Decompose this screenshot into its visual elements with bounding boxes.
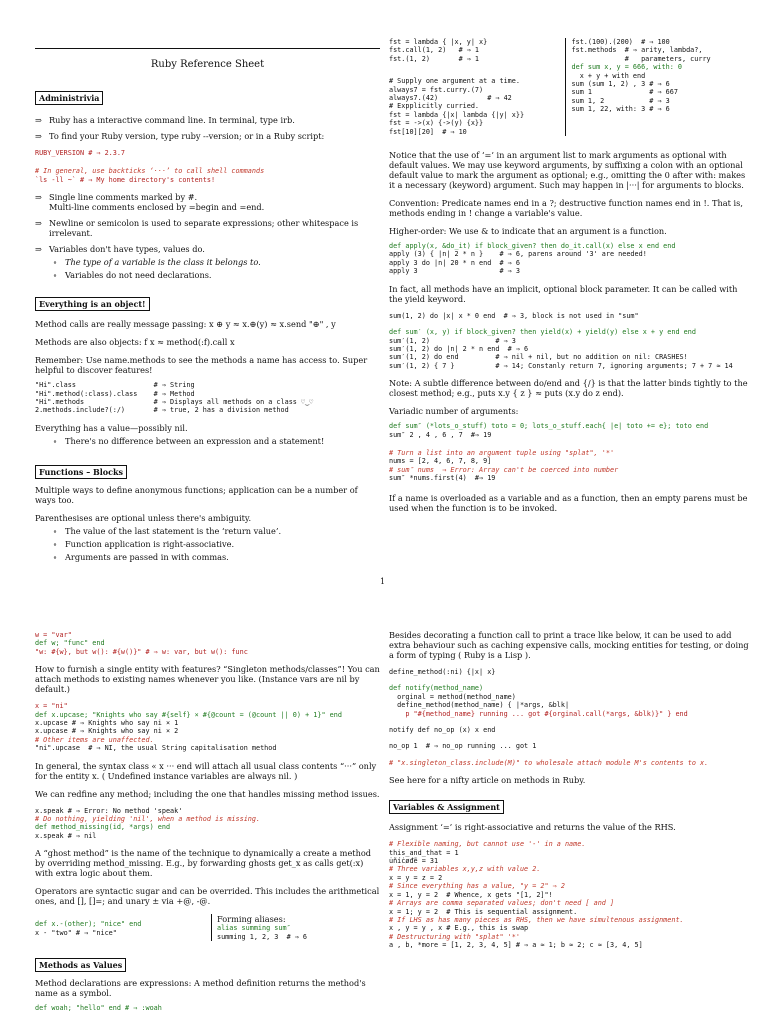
code-singleton-block — [35, 702, 380, 752]
code-line: x - "two" # ⇒ "nice" — [35, 928, 117, 937]
code-line: sum″ 2 , 4 , 6 , 7 #⇒ 19 — [389, 430, 492, 439]
text-singleton: How to furnish a single entity with features? “Singleton methods/classes”! You can attach methods to existing names whenever you like. (Instance vars are nil by default.) — [35, 664, 380, 695]
code-line: "ni".upcase # ⇒ NI, the usual String capitalisation method — [35, 744, 277, 753]
code-line: u̇ñíċøđẽ = 31 — [389, 857, 439, 866]
text-redefine: We can redfine any method; including the one that handles missing method issues. — [35, 788, 380, 799]
code-line: w = "var" — [35, 631, 72, 639]
alias-box — [211, 914, 307, 941]
alias-heading: Forming aliases: — [217, 914, 286, 925]
code-line: apply (3) { |n| 2 * n } # ⇒ 6, parens around '3' are needed! — [389, 250, 647, 259]
text-decorating — [389, 630, 751, 660]
code-line: p "#{method_name} running ... got #{orginal.call(*args, &blk)}" } end — [389, 709, 688, 718]
code-line: def notify(method_name) — [389, 684, 484, 693]
page-number: 1 — [380, 577, 386, 586]
code-line: # Turn a list into an argument tuple using "splat", '*' — [389, 448, 615, 457]
code-line: # Arrays are comma separated values; don't need [ and ] — [389, 899, 615, 908]
code-line: x.upcase # ⇒ Knights who say ni × 1 — [35, 719, 179, 728]
code-line: x.speak # ⇒ nil — [35, 831, 97, 840]
code-line: x + y + with end — [571, 71, 646, 80]
code-lambda-block — [389, 38, 557, 136]
code-splat-block — [389, 449, 751, 483]
code-method-missing-block — [35, 807, 380, 841]
text-multiline-comments: Multi-line comments enclosed by =begin and =end. — [49, 202, 265, 213]
code-line: sum′(1, 2) do |n| 2 * n end # ⇒ 6 — [389, 344, 529, 353]
bullet-types: ⇒ Variables don't have types, values do. — [35, 244, 380, 254]
sub-return-value: ∘ The value of the last statement is the ‘return value’. — [35, 526, 380, 536]
code-line: 2.methods.include?(:/) # ⇒ true, 2 has a division method — [35, 406, 289, 415]
bullet-version: ⇒ To find your Ruby version, type ruby --version; or in a Ruby script: — [35, 131, 380, 141]
page-2-right-column — [389, 630, 751, 950]
code-comment-backticks: # In general, use backticks ‘···’ to call shell commands — [35, 167, 265, 176]
page-2-left-column — [35, 631, 380, 1013]
code-line: fst = lambda { |x, y| x} — [389, 38, 488, 46]
code-line: apply 3 do |n| 20 * n end # ⇒ 6 — [389, 258, 520, 267]
code-line: def apply(x, &do_it) if block_given? then do_it.call(x) else x end end — [389, 242, 676, 251]
page-1-right-column — [389, 38, 751, 513]
code-line: # If LHS as has many pieces as RHS, then we have simultenous assignment. — [389, 915, 684, 924]
code-line: sum 1, 2 # ⇒ 3 — [571, 96, 670, 105]
sub-commas: ∘ Arguments are passed in with commas. — [35, 552, 380, 562]
code-ruby-version: RUBY_VERSION # ⇒ 2.3.7 — [35, 149, 126, 157]
section-label-functions-blocks: Functions – Blocks — [35, 465, 127, 479]
code-line: fst[10][20] # ⇒ 10 — [389, 127, 467, 136]
section-label-methods-values: Methods as Values — [35, 958, 126, 972]
code-line: def w; "func" end — [35, 639, 105, 648]
code-line: define_method(method_name) { |*args, &blk| — [389, 701, 570, 710]
code-curry-block — [389, 77, 557, 136]
text-higher-order: Higher-order: We use & to indicate that an argument is a function. — [389, 226, 667, 237]
code-apply-block — [389, 242, 751, 276]
code-line: # Three variables x,y,z with value 2. — [389, 865, 541, 874]
sub-right-assoc: ∘ Function application is right-associative. — [35, 539, 380, 549]
code-operator-alias-row — [35, 914, 380, 941]
section-label-variables-assignment: Variables & Assignment — [389, 800, 504, 814]
code-line: x = 1; y = 2 # This is sequential assignment. — [389, 907, 578, 916]
text-variadic: Variadic number of arguments: — [389, 406, 519, 417]
text-value-nil: Everything has a value—possibly nil. — [35, 422, 188, 433]
code-line: # Destructuring with "splat" '*' — [389, 932, 520, 941]
code-line: # parameters, curry — [571, 54, 711, 63]
code-line: x.speak # ⇒ Error: No method 'speak' — [35, 806, 183, 815]
code-line: x.upcase # ⇒ Knights who say ni × 2 — [35, 727, 179, 736]
code-woah: def woah; "hello" end # ⇒ :woah — [35, 1004, 162, 1013]
text-see-here: See here for a nifty article on methods in Ruby. — [389, 775, 586, 786]
code-operator-block — [35, 914, 195, 941]
code-line: def x.-(other); "nice" end — [35, 920, 142, 929]
code-line: x = y = z = 2 — [389, 873, 443, 882]
code-line: sum′(1, 2) { 7 } # ⇒ 14; Constanly return 7, ignoring arguments; 7 + 7 ≈ 14 — [389, 361, 733, 370]
code-line: def method_missing(id, *args) end — [35, 823, 171, 832]
code-define-method: define_method(:ni) {|x| x} — [389, 668, 496, 676]
text-remember: Remember: Use name.methods to see the methods a name has access to. Super helpful to discover features! — [35, 355, 368, 376]
code-line: summing 1, 2, 3 # ⇒ 6 — [217, 932, 308, 941]
code-line: "Hi".method(:class).class # ⇒ Method — [35, 389, 195, 398]
code-line: fst = ->(x) {->(y) {x}} — [389, 119, 484, 128]
code-line: always7.(42) # ⇒ 42 — [389, 94, 512, 103]
code-line: x = 1, y = 2 # Whence, x gets "[1, 2]"! — [389, 890, 553, 899]
code-line: sum (sum 1, 2) , 3 # ⇒ 6 — [571, 80, 670, 89]
page-2 — [0, 618, 768, 1024]
text-assignment: Assignment ‘=’ is right-associative and returns the value of the RHS. — [389, 822, 676, 833]
code-line: def sum″ (*lots_o_stuff) toto = 0; lots_o_stuff.each{ |e| toto += e}; toto end — [389, 422, 709, 431]
code-line: # Flexible naming, but cannot use '-' in a name. — [389, 840, 586, 849]
section-label-everything-object: Everything is an object! — [35, 297, 150, 311]
code-line: sum 1, 22, with: 3 # ⇒ 6 — [571, 105, 670, 114]
bullet-irb: ⇒ Ruby has a interactive command line. In terminal, type irb. — [35, 115, 380, 125]
code-line: sum 1 # ⇒ 667 — [571, 88, 678, 97]
code-singleton-include: # "x.singleton_class.include(M)" to wholesale attach module M's contents to x. — [389, 758, 709, 767]
code-notify-def: notify def no_op (x) x end — [389, 726, 496, 735]
text-message-passing: Method calls are really message passing: x ⊕ y ≈ x.⊕(y) ≈ x.send "⊕" , y — [35, 319, 336, 330]
text-overloaded-name: If a name is overloaded as a variable and as a function, then an empty parens must be used when the function is to be invoked. — [389, 492, 748, 513]
code-line: fst.(1, 2) # ⇒ 1 — [389, 54, 480, 63]
code-variadic-block — [389, 422, 751, 439]
text-operators: Operators are syntactic sugar and can be overrided. This includes the arithmetical ones, and [], []=; and unary ± via +@, -@. — [35, 886, 380, 907]
text-anonymous-functions: Multiple ways to define anonymous functions; application can be a number of ways too. — [35, 484, 358, 505]
text-decorating-content: Besides decorating a function call to print a trace like below, it can be used to add extra behaviour such as caching expensive calls, mocking entities for testing, or doing a form of typing ( Ruby is a Lisp ). — [389, 630, 749, 660]
code-line: sum″ *nums.first(4) #⇒ 19 — [389, 474, 496, 483]
code-sum-block-unused: sum(1, 2) do |x| x * 0 end # ⇒ 3, block is not used in "sum" — [389, 311, 639, 320]
code-line: orginal = method(method_name) — [389, 692, 516, 701]
code-line: # sum″ nums ⇒ Error: Array can't be coerced into number — [389, 465, 619, 474]
code-backticks: `ls -ll ~` # ⇒ My home directory's contents! — [35, 175, 216, 184]
code-var-func-block — [35, 631, 380, 656]
code-line: nums = [2, 4, 6, 7, 8, 9] — [389, 457, 492, 466]
sub-no-declarations: ∘ Variables do not need declarations. — [35, 270, 380, 280]
code-sum-prime-block — [389, 328, 751, 370]
text-convention: Convention: Predicate names end in a ?; destructive function names end in !. That is, methods ending in ! change a variable's value. — [389, 198, 743, 219]
section-label-administrivia: Administrivia — [35, 91, 103, 105]
code-line: # Do nothing, yielding 'nil', when a method is missing. — [35, 815, 261, 824]
code-line: fst.call(1, 2) # ⇒ 1 — [389, 46, 480, 55]
code-line: x , y = y , x # E.g., this is swap — [389, 924, 529, 933]
text-parenthesises: Parenthesises are optional unless there's ambiguity. — [35, 512, 252, 523]
text-method-declarations: Method declarations are expressions: A method definition returns the method's name as a symbol. — [35, 978, 366, 999]
title-rule — [35, 48, 380, 49]
text-methods-objects: Methods are also objects: f x ≈ method(:f).call x — [35, 337, 235, 348]
text-class-syntax: In general, the syntax class « x ··· end will attach all usual class contents “···” only for the entity x. ( Undefined instance variables are always nil. ) — [35, 760, 377, 781]
code-line: apply 3 # ⇒ 3 — [389, 267, 520, 276]
code-line: def x.upcase; "Knights who say #{self} × #{@count = (@count || 0) + 1}" end — [35, 710, 342, 719]
code-line: always7 = fst.curry.(7) — [389, 85, 484, 94]
page-1-left-column — [35, 0, 380, 562]
bullet-comments: ⇒ Single line comments marked by #. — [35, 192, 380, 202]
code-line: def sum′ (x, y) if block_given? then yield(x) + yield(y) else x + y end end — [389, 328, 696, 337]
code-line: "Hi".methods # ⇒ Displays all methods on a class ♡‿♡ — [35, 398, 314, 407]
text-optional-arguments: Notice that the use of ‘=’ in an argument list to mark arguments as optional with default values. We may use keyword arguments, by suffixing a colon with an optional default value to mark the argument as optional; e.g., omitting the 0 after with: makes it a necessary (keyword) argument. Such may happen in |···| for arguments to blocks. — [389, 150, 746, 191]
code-line: x = "ni" — [35, 702, 68, 711]
page-title: Ruby Reference Sheet — [150, 59, 265, 70]
sub-no-difference: ∘ There's no difference between an expression and a statement! — [35, 436, 380, 446]
text-ghost-method: A “ghost method” is the name of the technique to dynamically a create a method by overriding method_missing. E.g., by forwarding ghosts get_x as calls get(:x) with extra logic about them. — [35, 848, 372, 879]
code-line: fst = lambda {|x| lambda {|y| x}} — [389, 110, 525, 119]
code-sum-block — [565, 38, 751, 136]
code-line: "Hi".class # ⇒ String — [35, 381, 195, 390]
code-line: alias summing sum″ — [217, 924, 291, 933]
code-line: def sum x, y = 666, with: 0 — [571, 63, 683, 72]
code-no-op: no_op 1 # ⇒ no_op running ... got 1 — [389, 742, 537, 751]
code-line: fst.(100).(200) # ⇒ 100 — [571, 38, 670, 46]
code-line: sum′(1, 2) # ⇒ 3 — [389, 336, 516, 345]
code-line: # Since everything has a value, "y = 2" ⇒ 2 — [389, 882, 565, 891]
bullet-newline: ⇒ Newline or semicolon is used to separate expressions; other whitespace is irrelevant. — [35, 218, 380, 238]
code-line: # Expplicitly curried. — [389, 102, 480, 111]
code-notify-block — [389, 684, 751, 718]
code-assignment-block — [389, 840, 751, 949]
code-methods-block — [35, 381, 380, 415]
code-line: # Other items are unaffected. — [35, 735, 154, 744]
code-line: "w: #{w}, but w(): #{w()}" # ⇒ w: var, but w(): func — [35, 647, 248, 656]
code-line: # Supply one argument at a time. — [389, 77, 520, 86]
code-line: fst.methods # ⇒ arity, lambda?, — [571, 46, 703, 55]
text-note-do-end: Note: A subtle difference between do/end and {/} is that the latter binds tightly to the closest method; e.g., puts x.y { z } ≈ puts (x.y do z end). — [389, 378, 748, 399]
text-implicit-block: In fact, all methods have an implicit, optional block parameter. It can be called with the yield keyword. — [389, 283, 738, 304]
code-line: a , b, *more = [1, 2, 3, 4, 5] # ⇒ a ≈ 1; b ≈ 2; c ≈ [3, 4, 5] — [389, 941, 643, 950]
code-line: this_and_that = 1 — [389, 848, 459, 857]
sub-type-class: ∘ The type of a variable is the class it belongs to. — [35, 257, 380, 267]
code-line: sum′(1, 2) do end # ⇒ nil + nil, but no addition on nil: CRASHES! — [389, 353, 688, 362]
